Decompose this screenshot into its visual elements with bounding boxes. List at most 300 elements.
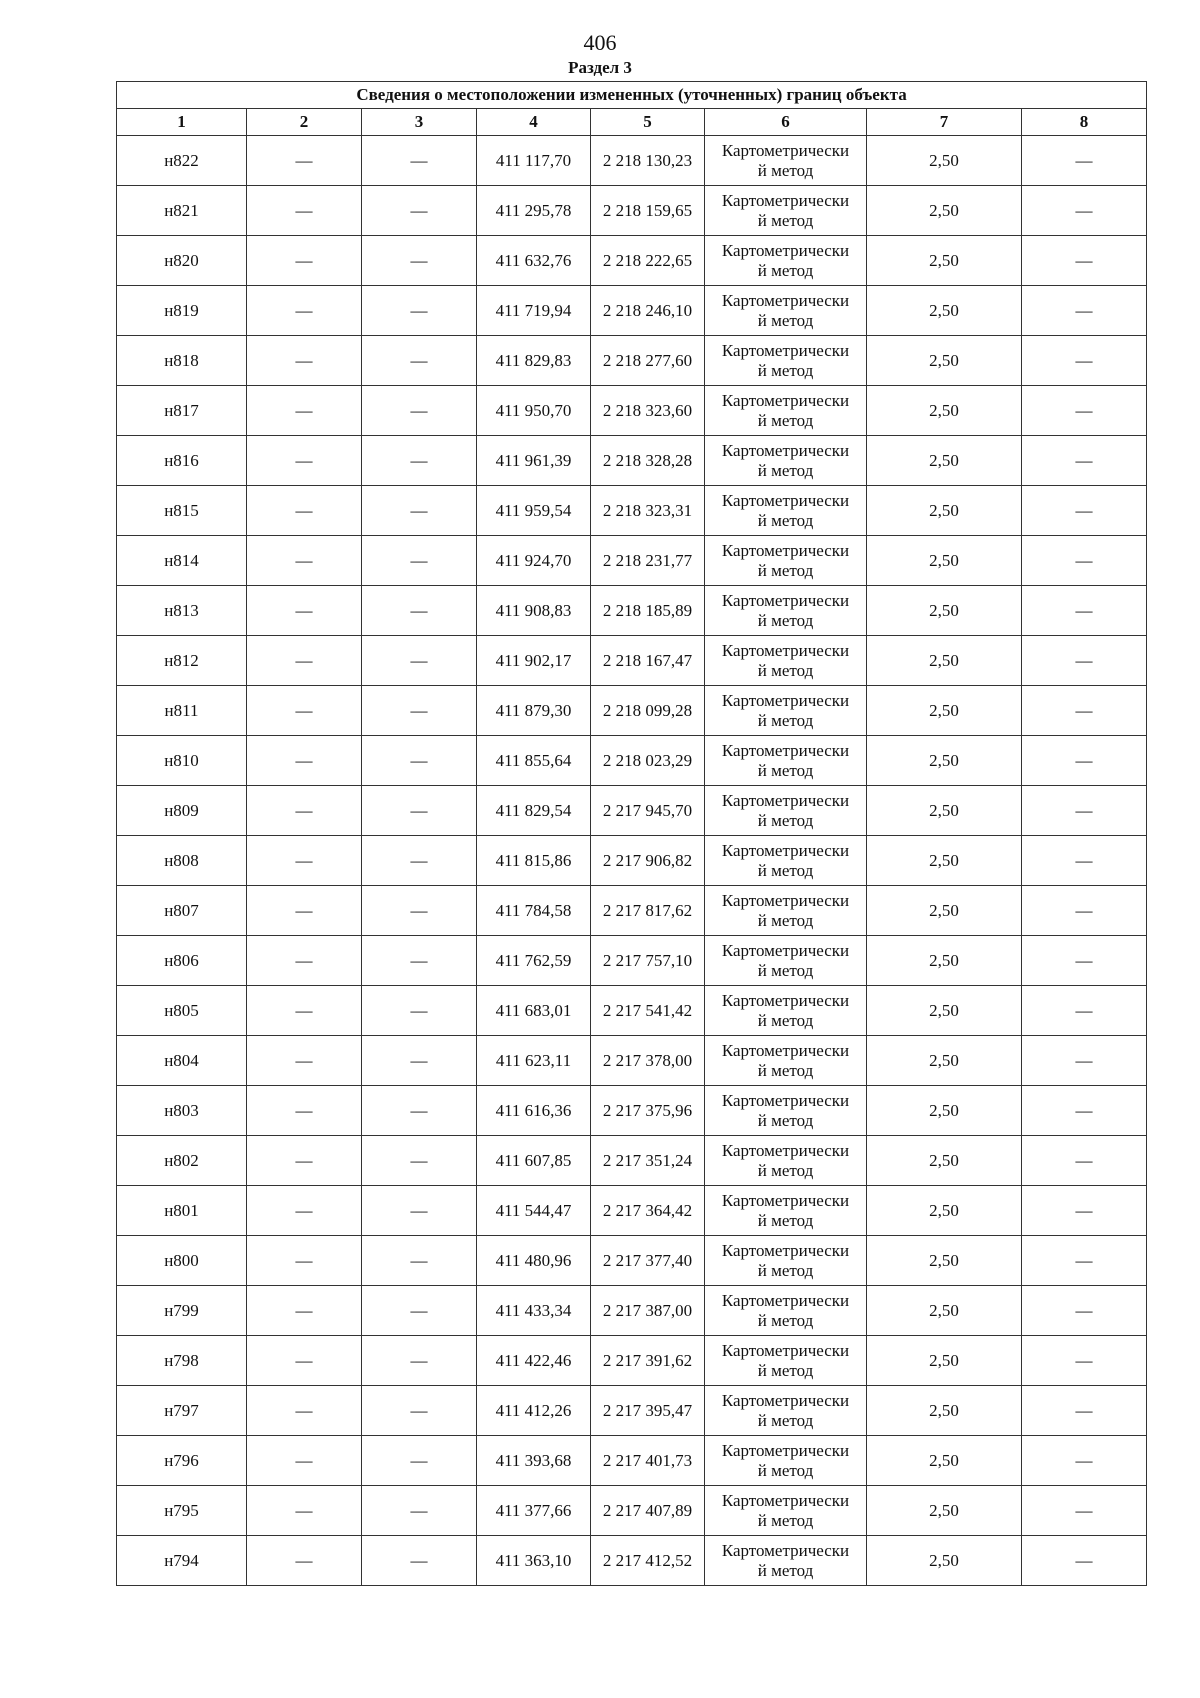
table-row [117, 136, 1147, 186]
x-coordinate-cell: 411 393,68 [477, 1436, 591, 1486]
method-line-2: й метод [757, 260, 814, 280]
point-number-cell: н813 [117, 586, 247, 636]
table-row [117, 286, 1147, 336]
empty-value-cell: — [362, 936, 477, 986]
empty-value-cell: — [362, 886, 477, 936]
method-line-1: Картометрически [721, 140, 850, 160]
method-cell [705, 586, 867, 636]
table-body [117, 136, 1147, 1586]
method-line-1: Картометрически [721, 1290, 850, 1310]
method-line-2: й метод [757, 1060, 814, 1080]
point-number-cell: н806 [117, 936, 247, 986]
empty-value-cell: — [247, 786, 362, 836]
empty-value-cell: — [247, 186, 362, 236]
method-line-1: Картометрически [721, 790, 850, 810]
table-row [117, 1236, 1147, 1286]
method-line-1: Картометрически [721, 1140, 850, 1160]
accuracy-cell: 2,50 [867, 1486, 1022, 1536]
method-cell [705, 1386, 867, 1436]
x-coordinate-cell: 411 719,94 [477, 286, 591, 336]
method-cell [705, 686, 867, 736]
empty-value-cell: — [247, 236, 362, 286]
method-cell [705, 336, 867, 386]
x-coordinate-cell: 411 815,86 [477, 836, 591, 886]
method-line-1: Картометрически [721, 390, 850, 410]
empty-value-cell: — [1022, 1136, 1147, 1186]
empty-value-cell: — [362, 536, 477, 586]
accuracy-cell: 2,50 [867, 1286, 1022, 1336]
method-cell [705, 386, 867, 436]
empty-value-cell: — [247, 536, 362, 586]
empty-value-cell: — [247, 1286, 362, 1336]
table-row [117, 1536, 1147, 1586]
empty-value-cell: — [362, 1036, 477, 1086]
method-line-2: й метод [757, 160, 814, 180]
method-line-1: Картометрически [721, 1490, 850, 1510]
method-line-2: й метод [757, 710, 814, 730]
empty-value-cell: — [362, 286, 477, 336]
accuracy-cell: 2,50 [867, 336, 1022, 386]
method-cell [705, 1036, 867, 1086]
table-row [117, 936, 1147, 986]
x-coordinate-cell: 411 607,85 [477, 1136, 591, 1186]
empty-value-cell: — [247, 1186, 362, 1236]
accuracy-cell: 2,50 [867, 636, 1022, 686]
x-coordinate-cell: 411 295,78 [477, 186, 591, 236]
empty-value-cell: — [1022, 636, 1147, 686]
column-header: 3 [362, 109, 477, 136]
method-cell [705, 736, 867, 786]
empty-value-cell: — [247, 1086, 362, 1136]
table-row [117, 786, 1147, 836]
point-number-cell: н816 [117, 436, 247, 486]
empty-value-cell: — [362, 1136, 477, 1186]
empty-value-cell: — [1022, 486, 1147, 536]
accuracy-cell: 2,50 [867, 986, 1022, 1036]
table-row [117, 1386, 1147, 1436]
empty-value-cell: — [1022, 786, 1147, 836]
method-line-2: й метод [757, 410, 814, 430]
y-coordinate-cell: 2 217 906,82 [591, 836, 705, 886]
accuracy-cell: 2,50 [867, 736, 1022, 786]
table-row [117, 436, 1147, 486]
empty-value-cell: — [247, 836, 362, 886]
point-number-cell: н811 [117, 686, 247, 736]
y-coordinate-cell: 2 217 412,52 [591, 1536, 705, 1586]
y-coordinate-cell: 2 217 375,96 [591, 1086, 705, 1136]
point-number-cell: н821 [117, 186, 247, 236]
y-coordinate-cell: 2 218 323,31 [591, 486, 705, 536]
x-coordinate-cell: 411 412,26 [477, 1386, 591, 1436]
method-line-1: Картометрически [721, 840, 850, 860]
y-coordinate-cell: 2 218 185,89 [591, 586, 705, 636]
y-coordinate-cell: 2 217 817,62 [591, 886, 705, 936]
point-number-cell: н820 [117, 236, 247, 286]
empty-value-cell: — [362, 686, 477, 736]
method-cell [705, 536, 867, 586]
method-line-1: Картометрически [721, 740, 850, 760]
accuracy-cell: 2,50 [867, 236, 1022, 286]
empty-value-cell: — [247, 336, 362, 386]
method-cell [705, 886, 867, 936]
method-line-1: Картометрически [721, 440, 850, 460]
x-coordinate-cell: 411 377,66 [477, 1486, 591, 1536]
table-row [117, 1336, 1147, 1386]
accuracy-cell: 2,50 [867, 786, 1022, 836]
method-line-2: й метод [757, 1110, 814, 1130]
y-coordinate-cell: 2 217 391,62 [591, 1336, 705, 1386]
method-line-2: й метод [757, 960, 814, 980]
method-line-1: Картометрически [721, 240, 850, 260]
empty-value-cell: — [1022, 136, 1147, 186]
point-number-cell: н822 [117, 136, 247, 186]
method-line-2: й метод [757, 1310, 814, 1330]
method-line-2: й метод [757, 1210, 814, 1230]
empty-value-cell: — [362, 186, 477, 236]
method-cell [705, 1286, 867, 1336]
x-coordinate-cell: 411 363,10 [477, 1536, 591, 1586]
empty-value-cell: — [362, 836, 477, 886]
y-coordinate-cell: 2 218 222,65 [591, 236, 705, 286]
table-row [117, 536, 1147, 586]
method-line-1: Картометрически [721, 890, 850, 910]
method-cell [705, 986, 867, 1036]
empty-value-cell: — [362, 1236, 477, 1286]
point-number-cell: н801 [117, 1186, 247, 1236]
empty-value-cell: — [247, 736, 362, 786]
column-header: 6 [705, 109, 867, 136]
empty-value-cell: — [362, 636, 477, 686]
x-coordinate-cell: 411 632,76 [477, 236, 591, 286]
y-coordinate-cell: 2 218 277,60 [591, 336, 705, 386]
point-number-cell: н807 [117, 886, 247, 936]
method-line-2: й метод [757, 510, 814, 530]
accuracy-cell: 2,50 [867, 1536, 1022, 1586]
method-line-2: й метод [757, 1510, 814, 1530]
empty-value-cell: — [1022, 686, 1147, 736]
method-line-2: й метод [757, 1010, 814, 1030]
method-line-2: й метод [757, 1410, 814, 1430]
table-row [117, 736, 1147, 786]
x-coordinate-cell: 411 544,47 [477, 1186, 591, 1236]
y-coordinate-cell: 2 217 395,47 [591, 1386, 705, 1436]
table-row [117, 236, 1147, 286]
empty-value-cell: — [247, 486, 362, 536]
method-line-2: й метод [757, 610, 814, 630]
empty-value-cell: — [362, 786, 477, 836]
point-number-cell: н802 [117, 1136, 247, 1186]
column-header: 2 [247, 109, 362, 136]
method-line-2: й метод [757, 310, 814, 330]
empty-value-cell: — [1022, 1186, 1147, 1236]
column-header-row [117, 109, 1147, 136]
method-line-1: Картометрически [721, 540, 850, 560]
x-coordinate-cell: 411 924,70 [477, 536, 591, 586]
section-title: Раздел 3 [568, 58, 632, 77]
empty-value-cell: — [1022, 236, 1147, 286]
y-coordinate-cell: 2 217 377,40 [591, 1236, 705, 1286]
y-coordinate-cell: 2 218 246,10 [591, 286, 705, 336]
empty-value-cell: — [1022, 1036, 1147, 1086]
x-coordinate-cell: 411 829,83 [477, 336, 591, 386]
empty-value-cell: — [362, 1436, 477, 1486]
empty-value-cell: — [362, 1386, 477, 1436]
method-line-1: Картометрически [721, 590, 850, 610]
accuracy-cell: 2,50 [867, 386, 1022, 436]
empty-value-cell: — [247, 936, 362, 986]
method-line-1: Картометрически [721, 190, 850, 210]
method-line-1: Картометрически [721, 990, 850, 1010]
empty-value-cell: — [362, 1336, 477, 1386]
empty-value-cell: — [247, 686, 362, 736]
method-cell [705, 1336, 867, 1386]
x-coordinate-cell: 411 616,36 [477, 1086, 591, 1136]
accuracy-cell: 2,50 [867, 1386, 1022, 1436]
accuracy-cell: 2,50 [867, 936, 1022, 986]
accuracy-cell: 2,50 [867, 1036, 1022, 1086]
method-line-1: Картометрически [721, 1240, 850, 1260]
accuracy-cell: 2,50 [867, 1136, 1022, 1186]
method-cell [705, 836, 867, 886]
method-line-1: Картометрически [721, 690, 850, 710]
method-cell [705, 436, 867, 486]
method-line-1: Картометрически [721, 1440, 850, 1460]
x-coordinate-cell: 411 784,58 [477, 886, 591, 936]
empty-value-cell: — [247, 386, 362, 436]
method-line-1: Картометрически [721, 490, 850, 510]
empty-value-cell: — [1022, 386, 1147, 436]
table-row [117, 1486, 1147, 1536]
accuracy-cell: 2,50 [867, 886, 1022, 936]
y-coordinate-cell: 2 218 231,77 [591, 536, 705, 586]
empty-value-cell: — [1022, 986, 1147, 1036]
table-row [117, 586, 1147, 636]
empty-value-cell: — [362, 1486, 477, 1536]
coordinates-table [116, 81, 1147, 1586]
point-number-cell: н805 [117, 986, 247, 1036]
method-cell [705, 1436, 867, 1486]
method-cell [705, 1536, 867, 1586]
point-number-cell: н814 [117, 536, 247, 586]
y-coordinate-cell: 2 218 323,60 [591, 386, 705, 436]
method-line-1: Картометрически [721, 1390, 850, 1410]
method-line-2: й метод [757, 760, 814, 780]
point-number-cell: н800 [117, 1236, 247, 1286]
x-coordinate-cell: 411 623,11 [477, 1036, 591, 1086]
method-line-2: й метод [757, 910, 814, 930]
y-coordinate-cell: 2 217 945,70 [591, 786, 705, 836]
empty-value-cell: — [247, 1336, 362, 1386]
method-line-2: й метод [757, 1460, 814, 1480]
empty-value-cell: — [1022, 1536, 1147, 1586]
method-line-1: Картометрически [721, 290, 850, 310]
point-number-cell: н804 [117, 1036, 247, 1086]
accuracy-cell: 2,50 [867, 1236, 1022, 1286]
column-header: 8 [1022, 109, 1147, 136]
table-row [117, 336, 1147, 386]
empty-value-cell: — [1022, 536, 1147, 586]
accuracy-cell: 2,50 [867, 486, 1022, 536]
empty-value-cell: — [1022, 436, 1147, 486]
point-number-cell: н808 [117, 836, 247, 886]
empty-value-cell: — [1022, 586, 1147, 636]
method-line-1: Картометрически [721, 1040, 850, 1060]
y-coordinate-cell: 2 218 167,47 [591, 636, 705, 686]
point-number-cell: н799 [117, 1286, 247, 1336]
x-coordinate-cell: 411 480,96 [477, 1236, 591, 1286]
accuracy-cell: 2,50 [867, 436, 1022, 486]
y-coordinate-cell: 2 217 387,00 [591, 1286, 705, 1336]
table-row [117, 1086, 1147, 1136]
point-number-cell: н815 [117, 486, 247, 536]
method-cell [705, 1086, 867, 1136]
empty-value-cell: — [247, 1036, 362, 1086]
table-row [117, 1436, 1147, 1486]
x-coordinate-cell: 411 762,59 [477, 936, 591, 986]
method-cell [705, 136, 867, 186]
method-cell [705, 486, 867, 536]
method-cell [705, 236, 867, 286]
x-coordinate-cell: 411 908,83 [477, 586, 591, 636]
x-coordinate-cell: 411 829,54 [477, 786, 591, 836]
method-line-2: й метод [757, 1160, 814, 1180]
empty-value-cell: — [1022, 1336, 1147, 1386]
method-line-1: Картометрически [721, 340, 850, 360]
empty-value-cell: — [247, 1486, 362, 1536]
method-cell [705, 186, 867, 236]
empty-value-cell: — [1022, 736, 1147, 786]
empty-value-cell: — [362, 436, 477, 486]
column-header: 5 [591, 109, 705, 136]
empty-value-cell: — [247, 1436, 362, 1486]
accuracy-cell: 2,50 [867, 286, 1022, 336]
table-row [117, 486, 1147, 536]
method-line-2: й метод [757, 810, 814, 830]
x-coordinate-cell: 411 950,70 [477, 386, 591, 436]
point-number-cell: н809 [117, 786, 247, 836]
accuracy-cell: 2,50 [867, 586, 1022, 636]
table-row [117, 1186, 1147, 1236]
accuracy-cell: 2,50 [867, 1086, 1022, 1136]
empty-value-cell: — [247, 1236, 362, 1286]
empty-value-cell: — [1022, 1286, 1147, 1336]
table-row [117, 686, 1147, 736]
empty-value-cell: — [1022, 286, 1147, 336]
empty-value-cell: — [247, 886, 362, 936]
empty-value-cell: — [362, 386, 477, 436]
method-line-2: й метод [757, 860, 814, 880]
point-number-cell: н817 [117, 386, 247, 436]
y-coordinate-cell: 2 217 757,10 [591, 936, 705, 986]
empty-value-cell: — [247, 1136, 362, 1186]
empty-value-cell: — [362, 486, 477, 536]
table-row [117, 1286, 1147, 1336]
table-caption: Сведения о местоположении измененных (уточненных) границ объекта [117, 82, 1147, 109]
method-cell [705, 1486, 867, 1536]
y-coordinate-cell: 2 218 159,65 [591, 186, 705, 236]
x-coordinate-cell: 411 902,17 [477, 636, 591, 686]
y-coordinate-cell: 2 217 351,24 [591, 1136, 705, 1186]
method-line-2: й метод [757, 1260, 814, 1280]
accuracy-cell: 2,50 [867, 1336, 1022, 1386]
method-line-1: Картометрически [721, 1540, 850, 1560]
empty-value-cell: — [362, 986, 477, 1036]
empty-value-cell: — [1022, 1386, 1147, 1436]
empty-value-cell: — [247, 1386, 362, 1436]
empty-value-cell: — [362, 1536, 477, 1586]
empty-value-cell: — [1022, 336, 1147, 386]
method-cell [705, 936, 867, 986]
x-coordinate-cell: 411 683,01 [477, 986, 591, 1036]
empty-value-cell: — [362, 336, 477, 386]
x-coordinate-cell: 411 433,34 [477, 1286, 591, 1336]
point-number-cell: н797 [117, 1386, 247, 1436]
empty-value-cell: — [1022, 836, 1147, 886]
method-cell [705, 636, 867, 686]
method-line-1: Картометрически [721, 1340, 850, 1360]
x-coordinate-cell: 411 117,70 [477, 136, 591, 186]
method-cell [705, 1186, 867, 1236]
y-coordinate-cell: 2 217 378,00 [591, 1036, 705, 1086]
accuracy-cell: 2,50 [867, 1436, 1022, 1486]
x-coordinate-cell: 411 959,54 [477, 486, 591, 536]
table-row [117, 386, 1147, 436]
page-number: 406 [583, 30, 617, 55]
empty-value-cell: — [1022, 1486, 1147, 1536]
point-number-cell: н819 [117, 286, 247, 336]
table-row [117, 1136, 1147, 1186]
empty-value-cell: — [1022, 886, 1147, 936]
empty-value-cell: — [247, 636, 362, 686]
method-line-1: Картометрически [721, 640, 850, 660]
y-coordinate-cell: 2 217 401,73 [591, 1436, 705, 1486]
table-row [117, 836, 1147, 886]
method-line-2: й метод [757, 560, 814, 580]
table-row [117, 886, 1147, 936]
accuracy-cell: 2,50 [867, 536, 1022, 586]
point-number-cell: н794 [117, 1536, 247, 1586]
x-coordinate-cell: 411 961,39 [477, 436, 591, 486]
empty-value-cell: — [362, 736, 477, 786]
method-line-1: Картометрически [721, 1190, 850, 1210]
column-header: 7 [867, 109, 1022, 136]
empty-value-cell: — [247, 136, 362, 186]
point-number-cell: н810 [117, 736, 247, 786]
empty-value-cell: — [1022, 1086, 1147, 1136]
table-caption-row [117, 82, 1147, 109]
y-coordinate-cell: 2 218 328,28 [591, 436, 705, 486]
empty-value-cell: — [1022, 936, 1147, 986]
empty-value-cell: — [247, 1536, 362, 1586]
x-coordinate-cell: 411 855,64 [477, 736, 591, 786]
x-coordinate-cell: 411 422,46 [477, 1336, 591, 1386]
x-coordinate-cell: 411 879,30 [477, 686, 591, 736]
empty-value-cell: — [362, 1286, 477, 1336]
empty-value-cell: — [1022, 1236, 1147, 1286]
column-header: 1 [117, 109, 247, 136]
accuracy-cell: 2,50 [867, 836, 1022, 886]
y-coordinate-cell: 2 218 023,29 [591, 736, 705, 786]
y-coordinate-cell: 2 217 364,42 [591, 1186, 705, 1236]
method-line-2: й метод [757, 1560, 814, 1580]
method-cell [705, 786, 867, 836]
method-line-1: Картометрически [721, 940, 850, 960]
accuracy-cell: 2,50 [867, 1186, 1022, 1236]
empty-value-cell: — [362, 1086, 477, 1136]
method-cell [705, 286, 867, 336]
method-line-2: й метод [757, 460, 814, 480]
method-line-2: й метод [757, 660, 814, 680]
